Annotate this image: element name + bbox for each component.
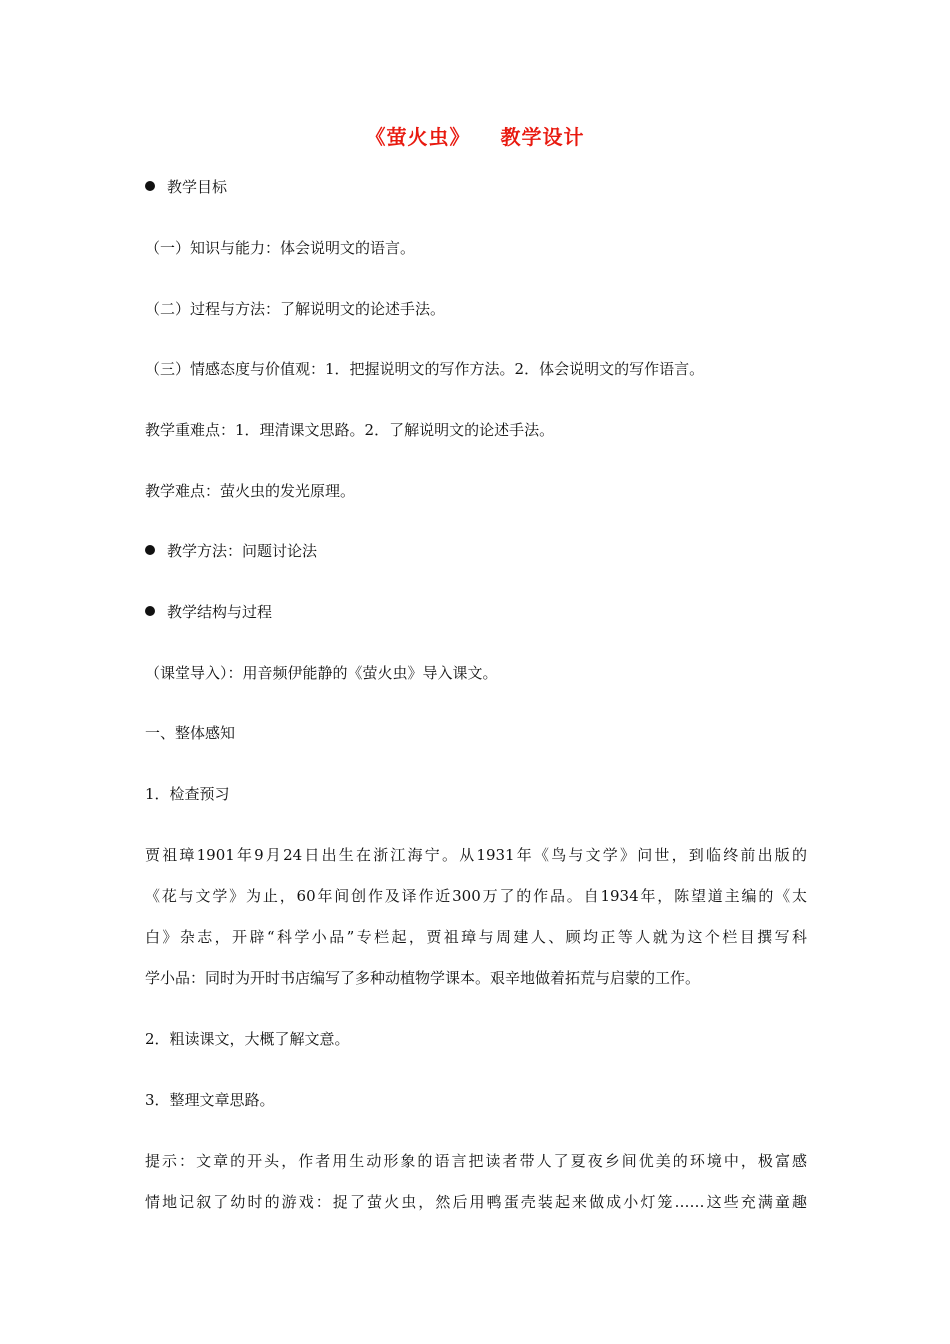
step-1: 1．检查预习	[145, 785, 230, 803]
key-points: 教学重难点：1．理清课文思路。2．了解说明文的论述手法。	[145, 421, 555, 439]
structure: 教学结构与过程	[145, 602, 272, 622]
goal-3: （三）情感态度与价值观：1．把握说明文的写作方法。2．体会说明文的写作语言。	[145, 360, 705, 378]
bullet-icon	[145, 606, 155, 616]
intro: （课堂导入）：用音频伊能静的《萤火虫》导入课文。	[145, 664, 498, 682]
goal-1: （一）知识与能力：体会说明文的语言。	[145, 239, 416, 257]
bullet-icon	[145, 545, 155, 555]
goal-2: （二）过程与方法：了解说明文的论述手法。	[145, 300, 446, 318]
section-1: 一、整体感知	[145, 724, 236, 742]
method: 教学方法：问题讨论法	[145, 541, 317, 561]
title-sub: 教学设计	[500, 125, 585, 149]
heading-goals: 教学目标	[145, 177, 227, 197]
paragraph-hint: 提示：文章的开头，作者用生动形象的语言把读者带人了夏夜乡间优美的环境中，极富感 情地记叙了幼时的游戏：捉了萤火虫，然后用鸭蛋壳装起来做成小灯笼……这些充满童趣	[145, 1152, 807, 1211]
difficulty: 教学难点：萤火虫的发光原理。	[145, 482, 356, 500]
title-main: 《萤火虫》	[365, 125, 471, 149]
document-title	[0, 121, 950, 150]
bullet-icon	[145, 181, 155, 191]
step-2: 2．粗读课文，大概了解文意。	[145, 1030, 350, 1048]
step-3: 3．整理文章思路。	[145, 1091, 275, 1109]
paragraph-author: 贾祖璋1901年9月24日出生在浙江海宁。从1931年《鸟与文学》问世，到临终前出版的 《花与文学》为止，60年间创作及译作近300万了的作品。自1934年，陈望道主编的《太 白》杂志，开辟“科学小品”专栏起，贾祖璋与周建人、顾均正等人就为这个栏目撰写科 学小品：同时为开时书店编写了多种动植物学课本。艰辛地做着拓荒与启蒙的工作。	[145, 846, 807, 987]
